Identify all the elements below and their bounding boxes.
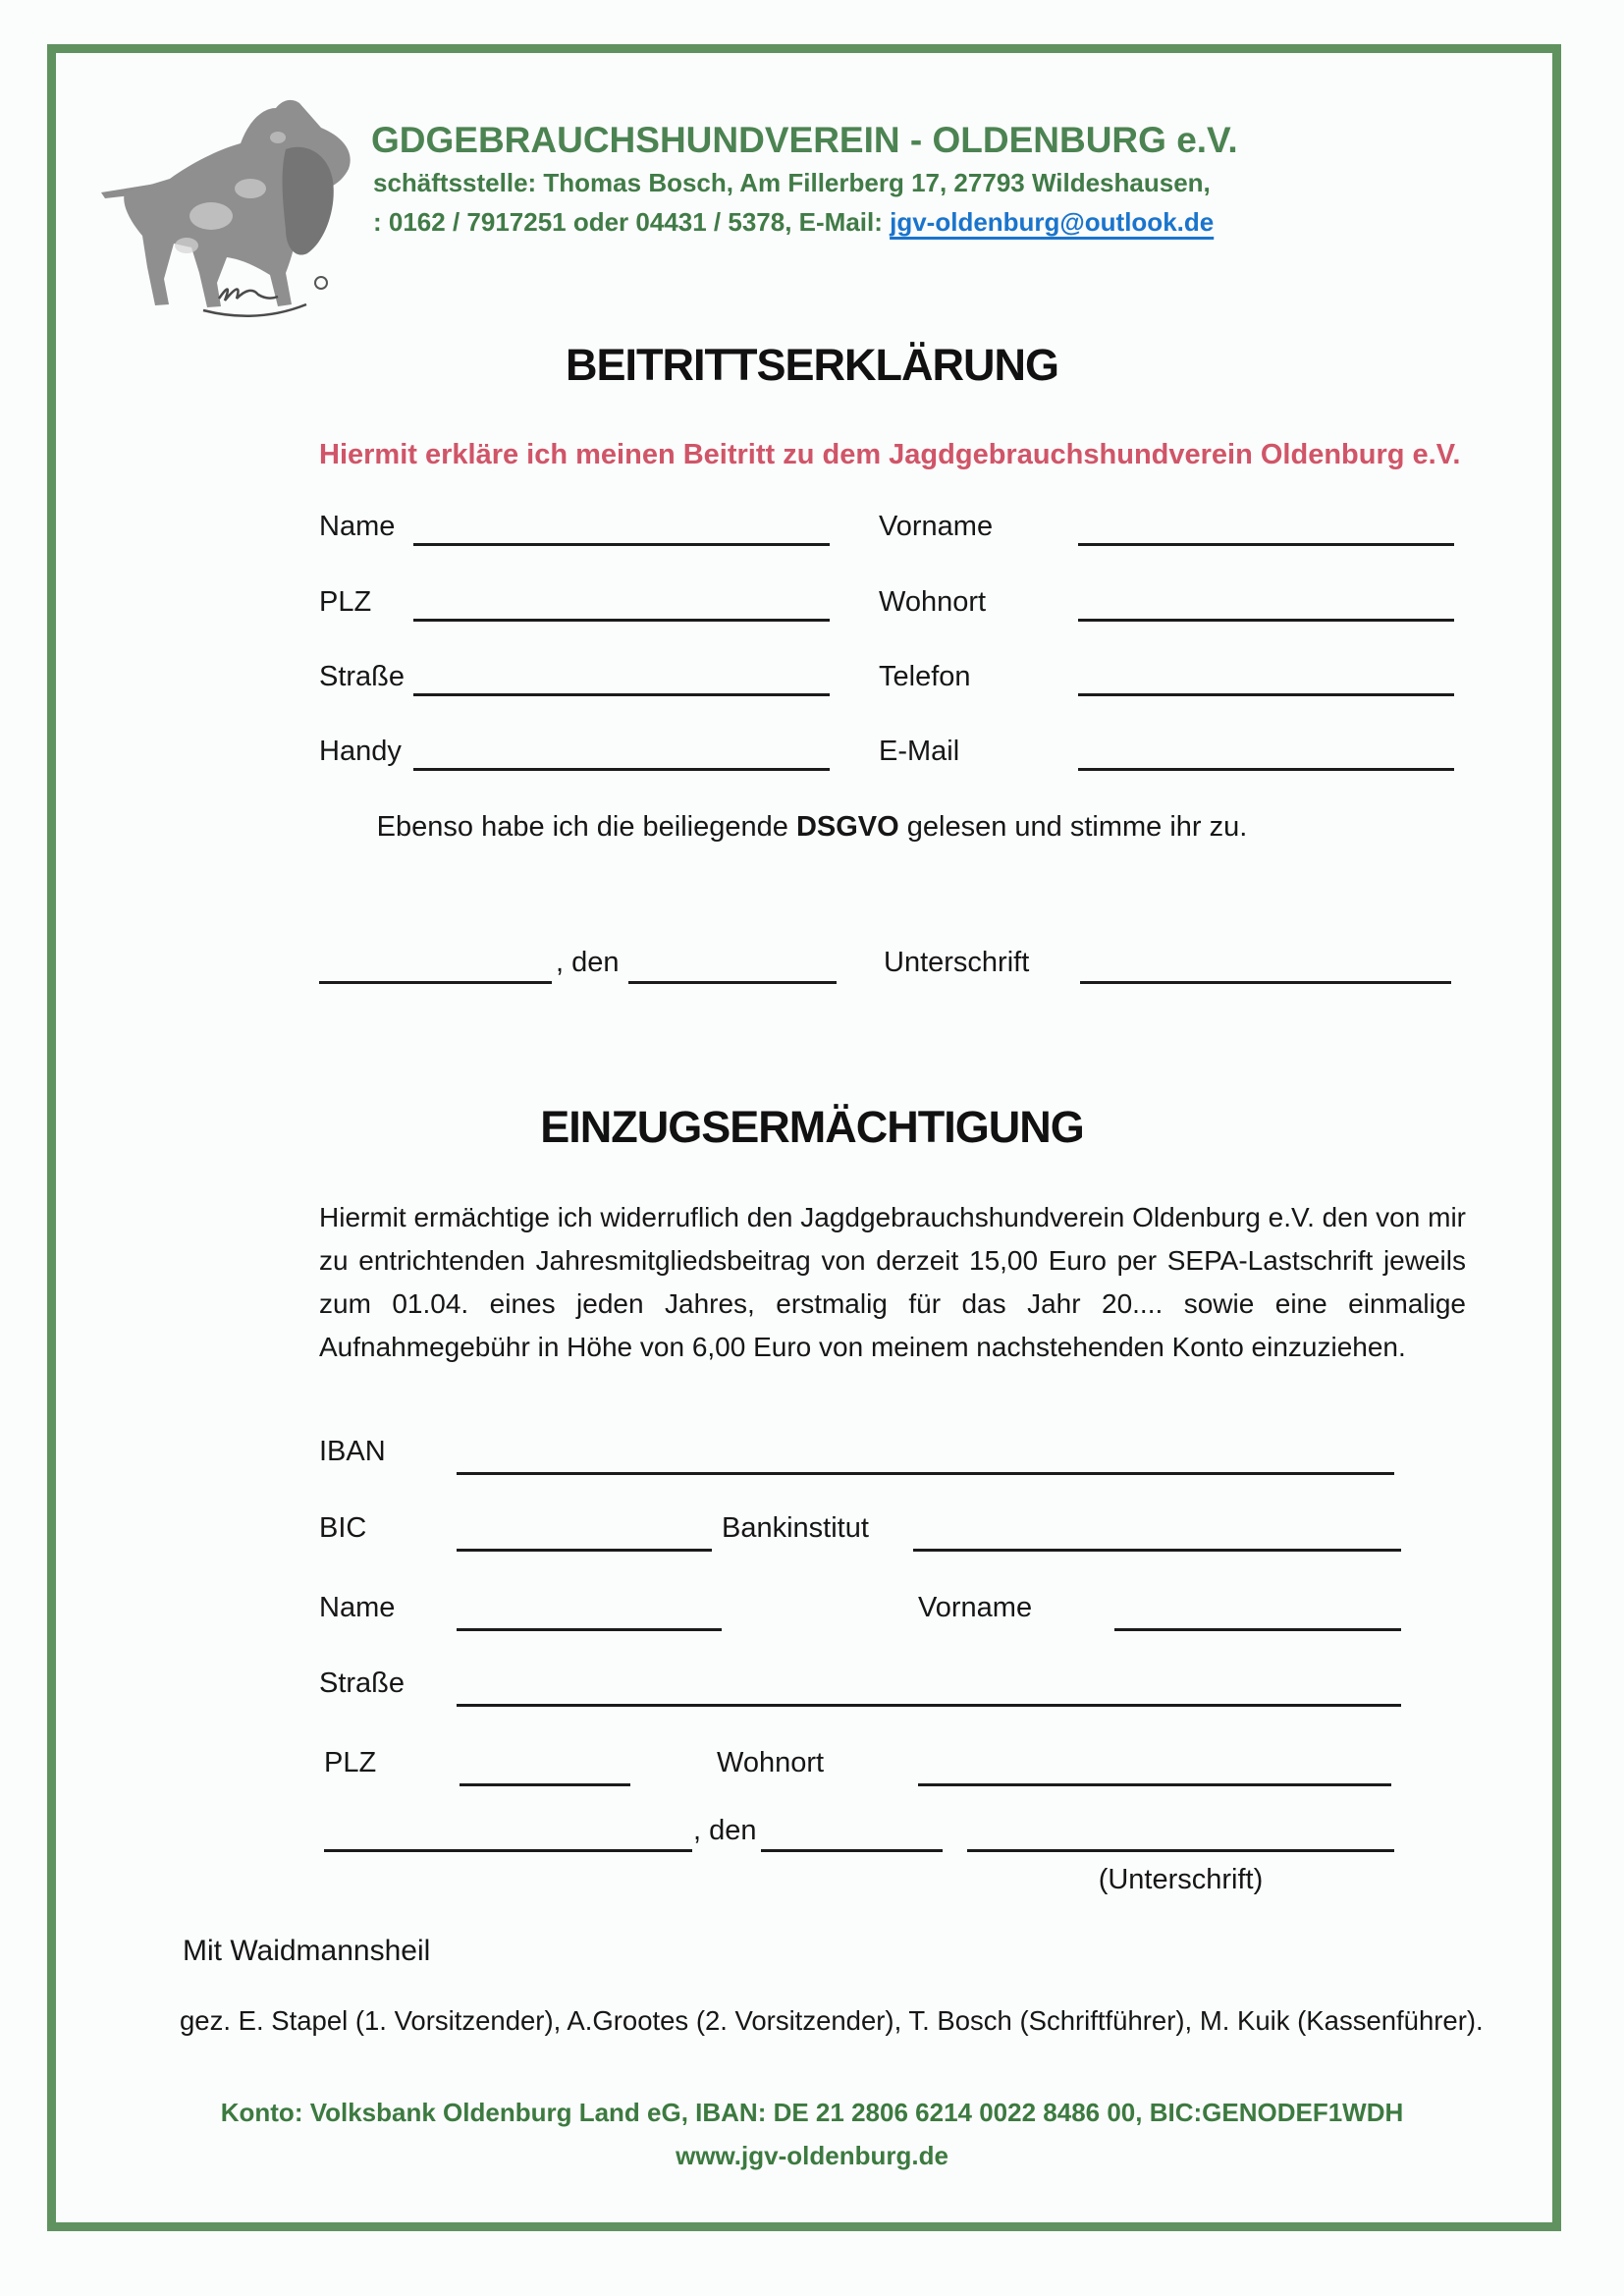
date-line-2	[761, 1817, 943, 1852]
field-line-account-strasse	[457, 1671, 1401, 1707]
field-line-handy	[413, 736, 830, 771]
field-label-account-plz: PLZ	[324, 1747, 377, 1778]
header-org-name: GDGEBRAUCHSHUNDVEREIN - OLDENBURG e.V.	[371, 120, 1238, 160]
field-line-iban	[457, 1440, 1394, 1475]
field-label-account-wohnort: Wohnort	[717, 1747, 825, 1778]
dsgvo-bold: DSGVO	[795, 811, 899, 843]
membership-title: BEITRITTSERKLÄRUNG	[566, 340, 1058, 390]
email-link[interactable]: jgv-oldenburg@outlook.de	[890, 207, 1215, 237]
field-line-account-name	[457, 1596, 722, 1631]
field-line-bic	[457, 1516, 712, 1552]
field-label-email: E-Mail	[879, 736, 960, 767]
closing-greeting: Mit Waidmannsheil	[183, 1935, 431, 1967]
signature-caption: (Unterschrift)	[1098, 1864, 1264, 1895]
field-line-vorname	[1078, 511, 1454, 546]
field-line-wohnort	[1078, 586, 1454, 622]
field-label-strasse: Straße	[319, 661, 406, 692]
field-line-name	[413, 511, 830, 546]
dsgvo-statement	[0, 811, 1624, 844]
field-line-account-wohnort	[918, 1751, 1391, 1786]
field-label-account-name: Name	[319, 1592, 396, 1623]
signature-line-2	[967, 1817, 1394, 1852]
field-label-handy: Handy	[319, 736, 402, 767]
date-line-1	[628, 949, 837, 984]
field-label-vorname: Vorname	[879, 511, 994, 542]
header-phone-text: : 0162 / 7917251 oder 04431 / 5378, E-Mail:	[373, 207, 891, 237]
debit-title: EINZUGSERMÄCHTIGUNG	[540, 1102, 1084, 1152]
field-line-strasse	[413, 661, 830, 696]
hunting-dog-icon	[93, 98, 398, 339]
field-label-wohnort: Wohnort	[879, 586, 987, 618]
field-label-account-vorname: Vorname	[918, 1592, 1033, 1623]
footer-bank-line: Konto: Volksbank Oldenburg Land eG, IBAN: DE 21 2806 6214 0022 8486 00, BIC:GENODEF1WDH	[220, 2098, 1404, 2127]
field-label-name: Name	[319, 511, 396, 542]
board-signers-line: gez. E. Stapel (1. Vorsitzender), A.Grootes (2. Vorsitzender), T. Bosch (Schriftführer), M. Kuik (Kassenführer).	[180, 2005, 1484, 2036]
header-office-line: schäftsstelle: Thomas Bosch, Am Fillerberg 17, 27793 Wildeshausen,	[373, 168, 1211, 197]
field-line-telefon	[1078, 661, 1454, 696]
signature-line-1	[1080, 949, 1451, 984]
dog-logo	[93, 98, 398, 339]
field-line-account-vorname	[1114, 1596, 1401, 1631]
field-line-account-plz	[460, 1751, 630, 1786]
debit-paragraph: Hiermit ermächtige ich widerruflich den Jagdgebrauchshundverein Oldenburg e.V. den von mir zu entrichtenden Jahresmitgliedsbeitrag von derzeit 15,00 Euro per SEPA-Lastschrift jeweils zum 01.04. eines jeden Jahres, erstmalig für das Jahr 20.... sowie eine einmalige Aufnahmegebühr in Höhe von 6,00 Euro von meinem nachstehenden Konto einzuziehen.	[319, 1202, 1466, 1362]
membership-intro: Hiermit erkläre ich meinen Beitritt zu dem Jagdgebrauchshundverein Oldenburg e.V.	[319, 439, 1461, 470]
field-label-account-strasse: Straße	[319, 1667, 406, 1699]
field-label-plz: PLZ	[319, 586, 372, 618]
registered-mark-icon	[315, 277, 327, 289]
field-label-telefon: Telefon	[879, 661, 971, 692]
field-label-iban: IBAN	[319, 1436, 386, 1467]
header-phone-line	[373, 207, 1214, 238]
field-label-bankinstitut: Bankinstitut	[722, 1512, 869, 1544]
footer-website: www.jgv-oldenburg.de	[676, 2141, 948, 2170]
date-label-2: , den	[693, 1815, 757, 1846]
dsgvo-pre: Ebenso habe ich die beiliegende	[376, 811, 796, 843]
place-line-1	[319, 949, 552, 984]
field-label-bic: BIC	[319, 1512, 367, 1544]
dsgvo-post: gelesen und stimme ihr zu.	[898, 811, 1248, 843]
signature-label: Unterschrift	[884, 947, 1030, 978]
place-line-2	[324, 1817, 692, 1852]
field-line-email	[1078, 736, 1454, 771]
field-line-plz	[413, 586, 830, 622]
field-line-bankinstitut	[913, 1516, 1401, 1552]
date-label-1: , den	[556, 947, 620, 978]
